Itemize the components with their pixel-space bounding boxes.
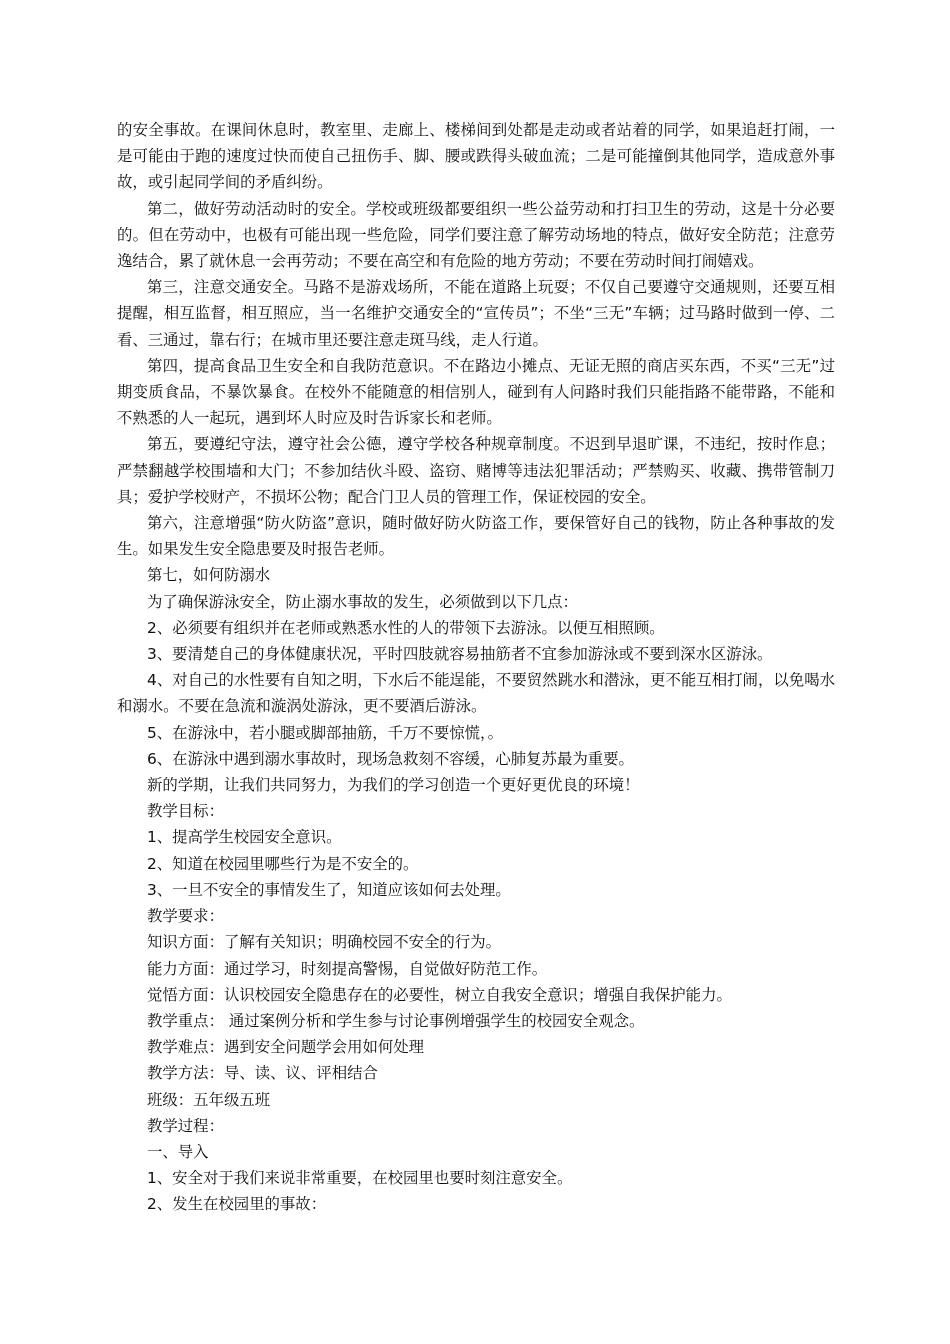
- list-item: 3、一旦不安全的事情发生了，知道应该如何去处理。: [147, 880, 511, 899]
- paragraph: 第三，注意交通安全。马路不是游戏场所，不能在道路上玩耍；不仅自己要遵守交通规则，还要互相提醒，相互监督，相互照应，当一名维护交通安全的“宣传员”；不坐“三无”车辆；过马路时做到一停、二看、三通过，靠右行；在城市里还要注意走斑马线，走人行道。: [117, 278, 835, 349]
- paragraph: 教学难点：遇到安全问题学会用如何处理: [147, 1038, 425, 1057]
- paragraph: 第二，做好劳动活动时的安全。学校或班级都要组织一些公益劳动和打扫卫生的劳动，这是十分必要的。但在劳动中，也极有可能出现一些危险，同学们要注意了解劳动场地的特点，做好安全防范；注意劳逸结合，累了就休息一会再劳动；不要在高空和有危险的地方劳动；不要在劳动时间打闹嬉戏。: [117, 199, 835, 271]
- document-body: [117, 117, 835, 1218]
- paragraph: 能力方面：通过学习，时刻提高警惕，自觉做好防范工作。: [147, 959, 548, 978]
- paragraph: 新的学期，让我们共同努力，为我们的学习创造一个更好更优良的环境！: [147, 776, 640, 795]
- list-item: 1、提高学生校园安全意识。: [147, 828, 342, 847]
- paragraph: 第七，如何防溺水: [147, 566, 271, 585]
- section-heading: 教学目标：: [147, 802, 224, 821]
- paragraph: 觉悟方面：认识校园安全隐患存在的必要性，树立自我安全意识；增强自我保护能力。: [147, 985, 732, 1004]
- paragraph: 班级：五年级五班: [147, 1090, 271, 1109]
- list-item: 3、要清楚自己的身体健康状况，平时四肢就容易抽筋者不宜参加游泳或不要到深水区游泳。: [147, 645, 773, 664]
- paragraph: 教学重点： 通过案例分析和学生参与讨论事例增强学生的校园安全观念。: [147, 1011, 645, 1030]
- list-item: 4、对自己的水性要有自知之明，下水后不能逞能，不要贸然跳水和潜泳，更不能互相打闹，以免喝水和溺水。不要在急流和漩涡处游泳，更不要酒后游泳。: [117, 671, 835, 716]
- list-item: 2、知道在校园里哪些行为是不安全的。: [147, 854, 419, 873]
- list-item: 6、在游泳中遇到溺水事故时，现场急救刻不容缓，心肺复苏最为重要。: [147, 749, 634, 768]
- paragraph: 知识方面：了解有关知识；明确校园不安全的行为。: [147, 933, 501, 952]
- paragraph: 的安全事故。在课间休息时，教室里、走廊上、楼梯间到处都是走动或者站着的同学，如果追赶打闹，一是可能由于跑的速度过快而使自己扭伤手、脚、腰或跌得头破血流；二是可能撞倒其他同学，造成意外事故，或引起同学间的矛盾纠纷。: [117, 121, 835, 192]
- list-item: 1、安全对于我们来说非常重要，在校园里也要时刻注意安全。: [147, 1169, 573, 1188]
- list-item: 5、在游泳中，若小腿或脚部抽筋，千万不要惊慌，。: [147, 723, 504, 742]
- section-heading: 一、导入: [147, 1142, 209, 1161]
- section-heading: 教学过程：: [147, 1116, 224, 1135]
- paragraph: 教学方法：导、读、议、评相结合: [147, 1064, 378, 1083]
- list-item: 2、发生在校园里的事故：: [147, 1195, 327, 1214]
- section-heading: 教学要求：: [147, 907, 224, 926]
- paragraph: 第五，要遵纪守法，遵守社会公德，遵守学校各种规章制度。不迟到早退旷课，不违纪，按时作息；严禁翻越学校围墙和大门；不参加结伙斗殴、盗窃、赌博等违法犯罪活动；严禁购买、收藏、携带管制刀具；爱护学校财产，不损坏公物；配合门卫人员的管理工作，保证校园的安全。: [117, 435, 835, 506]
- list-item: 2、必须要有组织并在老师或熟悉水性的人的带领下去游泳。以便互相照顾。: [147, 618, 665, 637]
- paragraph: 第四，提高食品卫生安全和自我防范意识。不在路边小摊点、无证无照的商店买东西，不买“三无”过期变质食品，不暴饮暴食。在校外不能随意的相信别人，碰到有人问路时我们只能指路不能带路，不能和不熟悉的人一起玩，遇到坏人时应及时告诉家长和老师。: [117, 356, 835, 428]
- paragraph: 为了确保游泳安全，防止溺水事故的发生，必须做到以下几点：: [147, 592, 578, 611]
- paragraph: 第六，注意增强“防火防盗”意识，随时做好防火防盗工作，要保管好自己的钱物，防止各种事故的发生。如果发生安全隐患要及时报告老师。: [117, 514, 835, 559]
